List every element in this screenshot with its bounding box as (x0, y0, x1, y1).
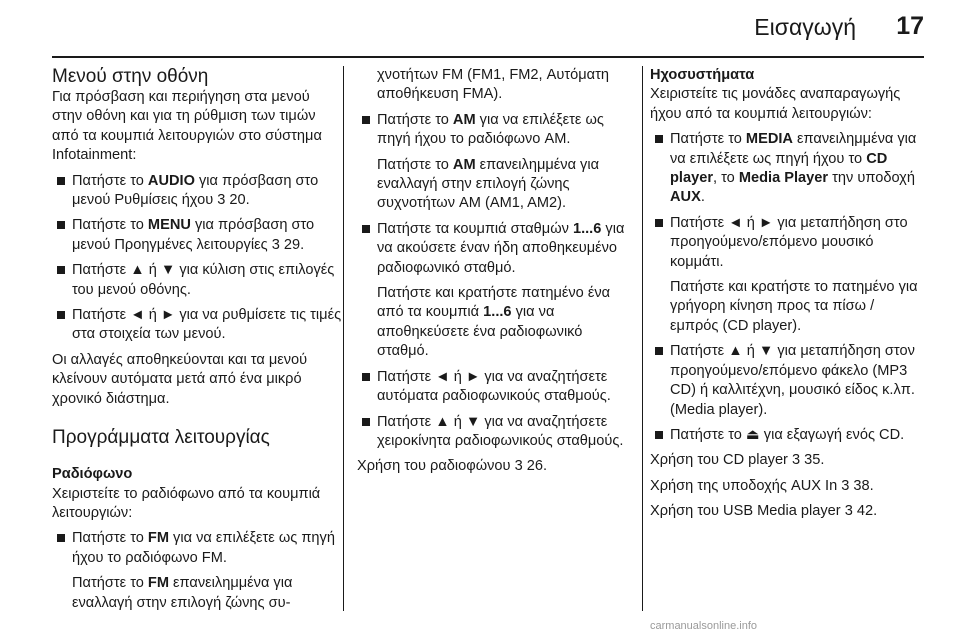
list-item: Πατήστε ▲ ή ▼ για κύλιση στις επιλογές του μενού οθόνης. (52, 261, 342, 300)
text: Χρήση του ραδιοφώνου (357, 458, 515, 475)
list-item: Πατήστε ▲ ή ▼ για να αναζητήσετε χειροκίνητα ραδιοφωνικούς σταθμούς. (357, 413, 637, 452)
cross-reference (357, 457, 637, 476)
text: Πατήστε το (670, 426, 746, 443)
section-heading-modes: Προγράμματα λειτουργίας (52, 427, 270, 449)
bullet-list (650, 342, 926, 445)
button-name: AM (452, 111, 476, 128)
header-divider (52, 56, 924, 58)
list-item: Πατήστε ▲ ή ▼ για μεταπήδηση στον προηγούμενο/επόμενο φάκελο (MP3 CD) ή καλλιτέχνη, μουσικό είδος κ.λπ. (Media player). (650, 342, 926, 420)
page-reference: 3 38. (841, 477, 874, 494)
text: Πατήστε το (72, 217, 148, 234)
text: Χρήση της υποδοχής AUX In (650, 477, 842, 494)
page-header (0, 0, 960, 52)
subheading-audio-systems: Ηχοσυστήματα (650, 67, 755, 83)
text: για πρόσβαση στο μενού Προηγμένες λειτουργίες (72, 217, 315, 253)
source-name: AUX (670, 189, 701, 206)
bullet-list (52, 172, 342, 345)
column-divider-1 (343, 66, 344, 611)
bullet-list (357, 368, 637, 452)
list-item (52, 216, 342, 255)
source-name: Media Player (738, 170, 829, 187)
text: για να επιλέξετε ως πηγή ήχου το ραδιόφωνο FM. (72, 530, 335, 566)
button-name: AUDIO (147, 172, 195, 189)
column-divider-2 (642, 66, 643, 611)
cross-reference (650, 502, 926, 521)
text: επανειλημμένα για εναλλαγή στην επιλογή ζώνης συ- (72, 575, 293, 611)
bullet-list (357, 111, 637, 150)
text: . (700, 189, 705, 206)
button-name: 1...6 (483, 304, 512, 321)
button-name: MENU (147, 217, 191, 234)
list-item (650, 426, 926, 445)
source-name: CD player (670, 150, 888, 187)
list-item (650, 130, 926, 208)
page-reference: 3 42. (844, 503, 878, 520)
text: Πατήστε και κρατήστε πατημένο ένα από τα κουμπιά (377, 285, 611, 321)
text: , το (713, 170, 739, 187)
watermark: carmanualsonline.info (650, 620, 758, 632)
cross-reference (650, 477, 926, 496)
page-title: Εισαγωγή (754, 14, 856, 40)
column-3 (650, 66, 926, 522)
page-reference: 3 35. (791, 452, 825, 469)
sub-paragraph (357, 284, 637, 362)
text: Πατήστε τα κουμπιά σταθμών (377, 220, 573, 237)
paragraph: Χειριστείτε τις μονάδες αναπαραγωγής ήχου από τα κουμπιά λειτουργιών: (650, 86, 901, 122)
text: για να επιλέξετε ως πηγή ήχου το ραδιόφωνο AM. (377, 111, 604, 148)
page-number: 17 (896, 12, 924, 40)
bullet-list (52, 529, 342, 568)
subheading-radio: Ραδιόφωνο (52, 466, 133, 483)
text: Πατήστε το (377, 156, 453, 173)
text: Πατήστε το (377, 111, 453, 128)
list-item: Πατήστε ◄ ή ► για μεταπήδηση στο προηγούμενο/επόμενο μουσικό κομμάτι. (650, 214, 926, 272)
page-reference: 3 26. (514, 458, 548, 475)
list-item (357, 220, 637, 278)
list-item: Πατήστε ◄ ή ► για να αναζητήσετε αυτόματα ραδιοφωνικούς σταθμούς. (357, 368, 637, 407)
text: για να αποθηκεύσετε ένα ραδιοφωνικό σταθμό. (377, 304, 583, 360)
paragraph: Χειριστείτε το ραδιόφωνο από τα κουμπιά λειτουργιών: (52, 485, 321, 521)
paragraph: Για πρόσβαση και περιήγηση στα μενού στην οθόνη και για τη ρύθμιση των τιμών από τα κουμπιά λειτουργιών στο σύστημα Infotainment: (52, 89, 322, 164)
list-item (52, 172, 342, 211)
column-2 (357, 66, 637, 477)
button-name: FM (147, 530, 169, 547)
text: Πατήστε το (670, 131, 746, 148)
page-reference: 3 29. (271, 236, 305, 253)
list-item: Πατήστε ◄ ή ► για να ρυθμίσετε τις τιμές στα στοιχεία των μενού. (52, 306, 342, 345)
text: Πατήστε το (72, 530, 148, 547)
text: για εξαγωγή ενός CD. (759, 426, 905, 443)
text: επανειλημμένα για εναλλαγή στην επιλογή ζώνης συχνοτήτων AM (AM1, AM2). (377, 156, 600, 212)
text: επανειλημμένα για να επιλέξετε ως πηγή ήχου το (670, 131, 917, 167)
button-name: MEDIA (745, 131, 793, 148)
text: την υποδοχή (828, 170, 915, 187)
section-heading-onscreen-menu: Μενού στην οθόνη (52, 66, 209, 87)
eject-icon: ⏏ (745, 426, 760, 443)
button-name: AM (452, 156, 476, 173)
text: Πατήστε το (72, 172, 148, 189)
list-item (52, 529, 342, 568)
text: Χρήση του USB Media player (650, 503, 845, 520)
sub-paragraph: Πατήστε και κρατήστε το πατημένο για γρήγορη κίνηση προς τα πίσω / εμπρός (CD player). (670, 279, 918, 334)
cross-reference (650, 451, 926, 470)
sub-paragraph: χνοτήτων FM (FM1, FM2, Αυτόματη αποθήκευση FMA). (377, 67, 609, 103)
text: για να ακούσετε έναν ήδη αποθηκευμένο ραδιοφωνικό σταθμό. (377, 220, 625, 276)
column-1 (52, 66, 342, 613)
bullet-list (650, 130, 926, 272)
button-name: 1...6 (572, 220, 602, 237)
text: για πρόσβαση στο μενού Ρυθμίσεις ήχου (72, 172, 319, 209)
text: Πατήστε το (72, 575, 148, 592)
bullet-list (357, 220, 637, 278)
paragraph: Οι αλλαγές αποθηκεύονται και τα μενού κλείνουν αυτόματα μετά από ένα μικρό χρονικό διάστημα. (52, 351, 308, 407)
sub-paragraph (357, 156, 637, 214)
text: Χρήση του CD player (650, 452, 792, 469)
sub-paragraph (52, 574, 342, 613)
page-reference: 3 20. (217, 192, 250, 209)
list-item (357, 111, 637, 150)
button-name: FM (147, 575, 169, 592)
